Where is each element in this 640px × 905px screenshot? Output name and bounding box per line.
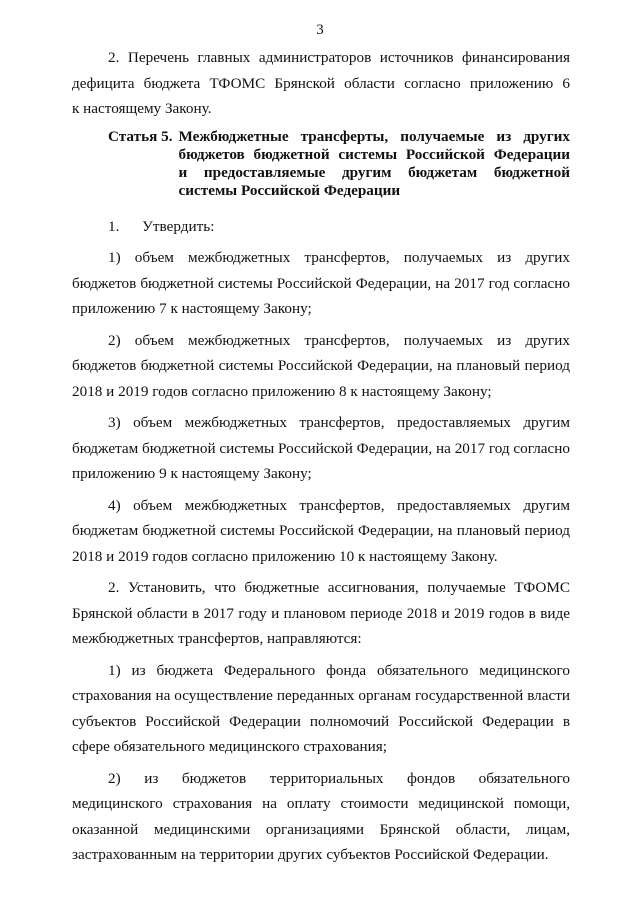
- article-title: [179, 128, 570, 200]
- paragraph-federal-fund: [72, 658, 570, 760]
- text-line: бюджетам бюджетной системы Российской Федерации, на плановый период: [72, 522, 570, 539]
- text-line: межбюджетных трансфертов, направляются:: [72, 630, 362, 647]
- article-title-line: Межбюджетные трансферты, получаемые из других: [178, 127, 570, 145]
- text-line: оказанной медицинскими организациями Брянской области, лицам,: [72, 820, 570, 838]
- text-line: Брянской области в 2017 году и плановом периоде 2018 и 2019 годов в виде: [72, 604, 570, 622]
- text-line: застрахованным на территории других субъектов Российской Федерации.: [72, 846, 549, 863]
- text-line: 1. Утвердить:: [108, 217, 215, 235]
- text-line: 1) из бюджета Федерального фонда обязательного медицинского: [108, 661, 570, 679]
- text-line: приложению 7 к настоящему Закону;: [72, 300, 312, 317]
- article-title-line: и предоставляемые другим бюджетам бюджетной: [178, 163, 570, 181]
- text-line: страхования на осуществление переданных органам государственной власти: [72, 687, 570, 704]
- paragraph-item-3: [72, 410, 570, 487]
- text-line: 3) объем межбюджетных трансфертов, предоставляемых другим: [108, 414, 570, 431]
- text-line: дефицита бюджета ТФОМС Брянской области согласно приложению 6: [72, 74, 570, 92]
- text-line: субъектов Российской Федерации полномочий Российской Федерации в: [72, 712, 570, 730]
- paragraph-item-2: [72, 328, 570, 405]
- text-line: 2018 и 2019 годов согласно приложению 8 к настоящему Закону;: [72, 382, 492, 400]
- text-line: бюджетов бюджетной системы Российской Федерации, на плановый период: [72, 357, 570, 374]
- article-title-line: системы Российской Федерации: [178, 181, 401, 199]
- paragraph-approve: [72, 214, 570, 240]
- document-body: [72, 45, 570, 874]
- article-label: Статья 5.: [108, 127, 173, 145]
- text-line: бюджетов бюджетной системы Российской Федерации, на 2017 год согласно: [72, 274, 570, 292]
- page-number: 3: [316, 22, 324, 38]
- paragraph-establish: [72, 575, 570, 652]
- text-line: к настоящему Закону.: [72, 100, 212, 117]
- text-line: приложению 9 к настоящему Закону;: [72, 465, 312, 482]
- text-line: 1) объем межбюджетных трансфертов, получаемых из других: [108, 249, 570, 266]
- article-title-line: бюджетов бюджетной системы Российской Федерации: [178, 145, 570, 163]
- text-line: 2018 и 2019 годов согласно приложению 10 к настоящему Закону.: [72, 547, 498, 565]
- text-line: 2. Перечень главных администраторов источников финансирования: [108, 49, 570, 66]
- text-line: 2. Установить, что бюджетные ассигнования, получаемые ТФОМС: [108, 579, 570, 596]
- text-line: 2) объем межбюджетных трансфертов, получаемых из других: [108, 331, 570, 349]
- paragraph-item-4: [72, 493, 570, 570]
- paragraph-admin-list: [72, 45, 570, 122]
- paragraph-territorial-funds: [72, 766, 570, 868]
- text-line: сфере обязательного медицинского страхования;: [72, 738, 388, 755]
- article-heading: [108, 128, 570, 200]
- text-line: бюджетам бюджетной системы Российской Федерации, на 2017 год согласно: [72, 439, 570, 457]
- text-line: 4) объем межбюджетных трансфертов, предоставляемых другим: [108, 496, 570, 514]
- text-line: медицинского страхования на оплату стоимости медицинской помощи,: [72, 795, 570, 812]
- text-line: 2) из бюджетов территориальных фондов обязательного: [108, 769, 570, 787]
- paragraph-item-1: [72, 245, 570, 322]
